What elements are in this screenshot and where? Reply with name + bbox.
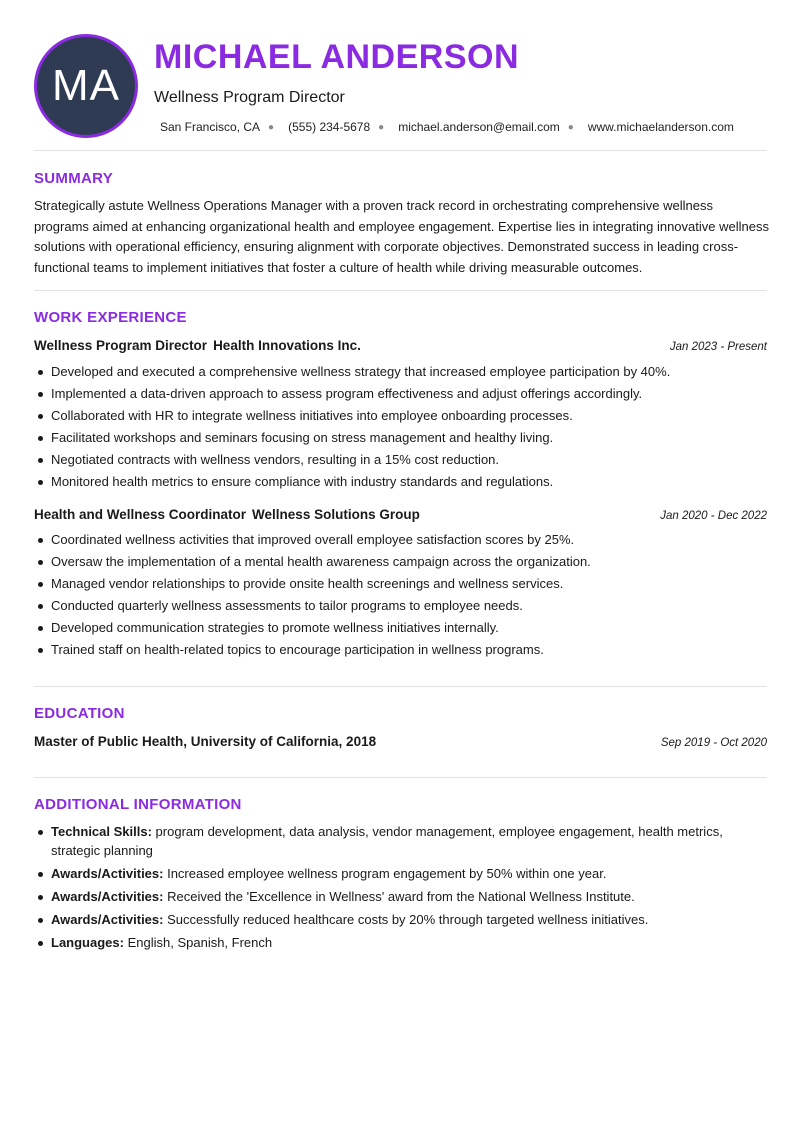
- list-item: Conducted quarterly wellness assessments to tailor programs to employee needs.: [34, 598, 767, 614]
- avatar-initials: MA: [52, 61, 120, 110]
- section-divider: [34, 290, 767, 291]
- list-item: Negotiated contracts with wellness vendors, resulting in a 15% cost reduction.: [34, 452, 767, 468]
- contact-phone: (555) 234-5678: [288, 120, 371, 134]
- section-divider: [34, 686, 767, 687]
- job-company: Health Innovations Inc.: [213, 338, 361, 353]
- candidate-name: MICHAEL ANDERSON: [154, 38, 520, 76]
- education-dates: Sep 2019 - Oct 2020: [660, 737, 767, 749]
- job-title-line: [34, 507, 420, 522]
- section-divider: [34, 150, 767, 151]
- candidate-title: Wellness Program Director: [154, 89, 345, 106]
- item-label: Languages:: [51, 935, 124, 950]
- list-item: Developed communication strategies to promote wellness initiatives internally.: [34, 620, 767, 636]
- additional-heading: ADDITIONAL INFORMATION: [34, 796, 242, 813]
- summary-heading: SUMMARY: [34, 170, 114, 187]
- list-item: [34, 933, 767, 952]
- contact-location: San Francisco, CA: [160, 120, 261, 134]
- contact-email[interactable]: michael.anderson@email.com: [398, 120, 560, 134]
- list-item: Facilitated workshops and seminars focusing on stress management and healthy living.: [34, 430, 767, 446]
- item-text: English, Spanish, French: [127, 935, 273, 950]
- item-text: Successfully reduced healthcare costs by 20% through targeted wellness initiatives.: [167, 912, 649, 927]
- list-item: [34, 864, 767, 883]
- list-item: [34, 822, 767, 860]
- list-item: Developed and executed a comprehensive wellness strategy that increased employee participation by 40%.: [34, 364, 767, 380]
- education-degree: Master of Public Health, University of California, 2018: [34, 734, 377, 749]
- contact-website[interactable]: www.michaelanderson.com: [587, 120, 734, 134]
- item-label: Awards/Activities:: [51, 889, 164, 904]
- list-item: Managed vendor relationships to provide onsite health screenings and wellness services.: [34, 576, 767, 592]
- separator-dot-icon: ●: [567, 121, 574, 133]
- item-text: Increased employee wellness program engagement by 50% within one year.: [167, 866, 607, 881]
- job-bullets: [34, 532, 767, 664]
- summary-text: Strategically astute Wellness Operations Manager with a proven track record in orchestrating comprehensive wellness programs aimed at enhancing organizational health and employee engagement. Expertise lies in integrating innovative wellness solutions with operational efficiency, ensuring alignment with corporate objectives. Demonstrated success in leading cross-functional teams to implement initiatives that foster a culture of health while driving measurable outcomes.: [34, 198, 769, 275]
- list-item: Collaborated with HR to integrate wellness initiatives into employee onboarding processes.: [34, 408, 767, 424]
- list-item: Coordinated wellness activities that improved overall employee satisfaction scores by 25%.: [34, 532, 767, 548]
- job-title: Wellness Program Director: [34, 338, 208, 353]
- list-item: Oversaw the implementation of a mental health awareness campaign across the organization.: [34, 554, 767, 570]
- job-dates: Jan 2023 - Present: [669, 341, 767, 353]
- separator-dot-icon: ●: [268, 121, 275, 133]
- job-title: Health and Wellness Coordinator: [34, 507, 247, 522]
- job-header: [34, 507, 767, 522]
- list-item: [34, 910, 767, 929]
- item-label: Awards/Activities:: [51, 866, 164, 881]
- job-bullets: [34, 364, 767, 496]
- item-text: Received the 'Excellence in Wellness' award from the National Wellness Institute.: [167, 889, 635, 904]
- list-item: Monitored health metrics to ensure compliance with industry standards and regulations.: [34, 474, 767, 490]
- job-dates: Jan 2020 - Dec 2022: [660, 510, 767, 522]
- job-company: Wellness Solutions Group: [252, 507, 420, 522]
- item-label: Awards/Activities:: [51, 912, 164, 927]
- contact-line: [160, 120, 734, 134]
- item-text: program development, data analysis, vendor management, employee engagement, health metrics, strategic planning: [51, 824, 723, 858]
- additional-list: [34, 822, 767, 956]
- education-heading: EDUCATION: [34, 705, 125, 722]
- separator-dot-icon: ●: [378, 121, 385, 133]
- list-item: Implemented a data-driven approach to assess program effectiveness and adjust offerings accordingly.: [34, 386, 767, 402]
- list-item: Trained staff on health-related topics to encourage participation in wellness programs.: [34, 642, 767, 658]
- item-label: Technical Skills:: [51, 824, 152, 839]
- experience-heading: WORK EXPERIENCE: [34, 309, 187, 326]
- list-item: [34, 887, 767, 906]
- avatar: [34, 34, 138, 138]
- education-entry: [34, 734, 767, 749]
- job-header: [34, 338, 767, 353]
- section-divider: [34, 777, 767, 778]
- job-title-line: [34, 338, 361, 353]
